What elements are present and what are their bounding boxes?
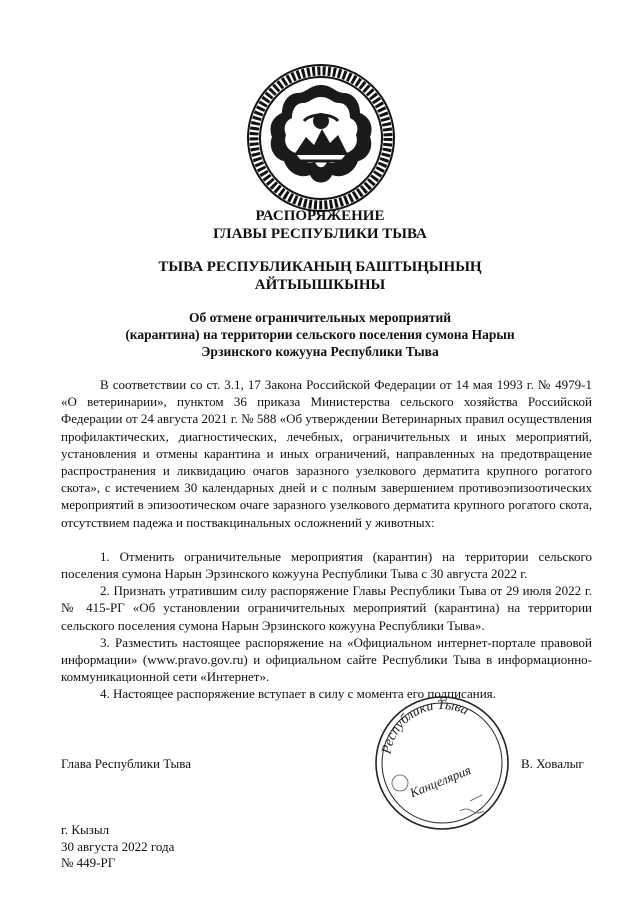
tuvan-title-line-1: ТЫВА РЕСПУБЛИКАНЫҢ БАШТЫҢЫНЫҢ [158,259,482,275]
item-1-paragraph: 1. Отменить ограничительные мероприятия (карантин) на территории сельского поселения сумона Нарын Эрзинского кожууна Республики Тыва с 30 августа 2022 г. [61,548,592,582]
document-title-tuvan [40,258,600,294]
official-stamp [370,683,510,843]
stamp-center-text: Канцелярия [407,762,474,801]
tuvan-title-line-2: АЙТЫЫШКЫНЫ [254,277,386,293]
item-3-paragraph: 3. Разместить настоящее распоряжение на «Официальном интернет-портале правовой информации» (www.pravo.gov.ru) и официальном сайте Республики Тыва в информационно-коммуникационной сети «Интернет». [61,634,592,685]
footer-number: № 449-РГ [61,855,116,870]
footer-city: г. Кызыл [61,822,110,837]
subject-line-1: Об отмене ограничительных мероприятий [188,310,452,325]
subject-line-2: (карантина) на территории сельского поселения сумона Нарын [125,327,515,342]
subject-line-3: Эрзинского кожууна Республики Тыва [201,344,439,359]
stamp-arc-text: Республики Тыва [379,697,471,756]
title-line-2: ГЛАВЫ РЕСПУБЛИКИ ТЫВА [213,226,427,242]
item-2-paragraph: 2. Признать утратившим силу распоряжение Главы Республики Тыва от 29 июля 2022 г. № 415-РГ «Об установлении ограничительных мероприятий (карантина) на территории сельского поселения сумона Нарын Эрзинского кожууна Республики Тыва». [61,583,592,633]
signatory-position: Глава Республики Тыва [61,756,192,771]
emblem-center-icon [270,85,371,183]
document-title [40,207,600,243]
footer-date: 30 августа 2022 года [61,838,175,854]
document-body [61,376,592,703]
document-footer [61,822,174,872]
preamble-paragraph: В соответствии со ст. 3.1, 17 Закона Российской Федерации от 14 мая 1993 г. № 4979-1 «О ветеринарии», пунктом 36 приказа Министерства сельского хозяйства Российской Федерации от 24 августа 2021 г. № 588 «Об утверждении Ветеринарных правил осуществления профилактических, диагностических, лечебных, ограничительных и иных мероприятий, установления и отмены карантина и иных ограничений, направленных на предотвращение распространения и ликвидацию очагов заразного узелкового дерматита крупного рогатого скота», с истечением 30 календарных дней и с полным завершением противоэпизоотических мероприятий в эпизоотическом очаге заразного узелкового дерматита крупного рогатого скота, отсутствием падежа и поствакцинальных осложнений у животных: [61,377,592,530]
title-line-1: РАСПОРЯЖЕНИЕ [255,208,385,224]
item-4-paragraph: 4. Настоящее распоряжение вступает в силу с момента его подписания. [100,686,496,702]
signatory-name: В. Ховалыг [521,756,584,771]
coat-of-arms-emblem [246,63,396,213]
document-subject [40,309,600,360]
